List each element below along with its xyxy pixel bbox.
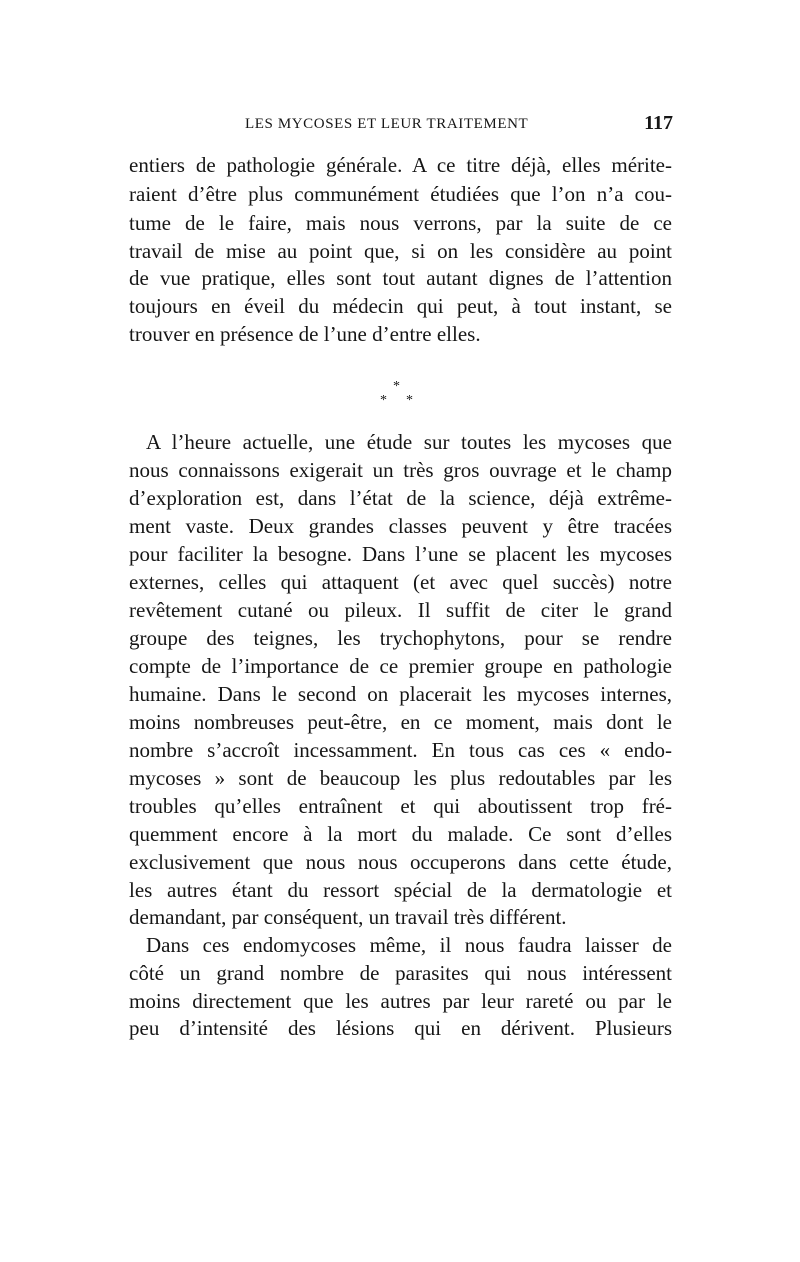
text-line: Dans ces endomycoses même, il nous faudra laisser de bbox=[146, 933, 672, 957]
text-line: demandant, par conséquent, un travail très différent. bbox=[129, 905, 567, 929]
text-line: trouver en présence de l’une d’entre elles. bbox=[129, 322, 481, 346]
text-line: d’exploration est, dans l’état de la science, déjà extrême- bbox=[129, 486, 672, 510]
text-line: peu d’intensité des lésions qui en dérivent. Plusieurs bbox=[129, 1016, 672, 1040]
text-line: exclusivement que nous nous occuperons dans cette étude, bbox=[129, 850, 672, 874]
text-line: compte de l’importance de ce premier groupe en pathologie bbox=[129, 654, 672, 678]
text-line: côté un grand nombre de parasites qui nous intéressent bbox=[129, 961, 672, 985]
text-line: toujours en éveil du médecin qui peut, à tout instant, se bbox=[129, 294, 672, 318]
text-line: nous connaissons exigerait un très gros ouvrage et le champ bbox=[129, 458, 672, 482]
text-line: raient d’être plus communément étudiées que l’on n’a cou- bbox=[129, 182, 672, 206]
text-line: nombre s’accroît incessamment. En tous cas ces « endo- bbox=[129, 738, 672, 762]
text-line: revêtement cutané ou pileux. Il suffit de citer le grand bbox=[129, 598, 672, 622]
text-line: pour faciliter la besogne. Dans l’une se placent les mycoses bbox=[129, 542, 672, 566]
asterism-star: * bbox=[380, 393, 387, 408]
running-header bbox=[128, 112, 673, 140]
text-line: ment vaste. Deux grandes classes peuvent y être tracées bbox=[129, 514, 672, 538]
text-line: externes, celles qui attaquent (et avec quel succès) notre bbox=[129, 570, 672, 594]
text-line: les autres étant du ressort spécial de la dermatologie et bbox=[129, 878, 672, 902]
running-title: LES MYCOSES ET LEUR TRAITEMENT bbox=[245, 116, 529, 132]
page-number: 117 bbox=[644, 112, 673, 134]
section-break-asterism bbox=[375, 380, 425, 414]
text-line: moins nombreuses peut-être, en ce moment, mais dont le bbox=[129, 710, 672, 734]
asterism-star: * bbox=[406, 393, 413, 408]
text-line: de vue pratique, elles sont tout autant dignes de l’attention bbox=[129, 266, 672, 290]
text-line: travail de mise au point que, si on les considère au point bbox=[129, 239, 672, 263]
asterism-star: * bbox=[393, 379, 400, 394]
text-line: quemment encore à la mort du malade. Ce sont d’elles bbox=[129, 822, 672, 846]
text-line: troubles qu’elles entraînent et qui aboutissent trop fré- bbox=[129, 794, 672, 818]
text-line: mycoses » sont de beaucoup les plus redoutables par les bbox=[129, 766, 672, 790]
text-line: groupe des teignes, les trychophytons, pour se rendre bbox=[129, 626, 672, 650]
text-line: A l’heure actuelle, une étude sur toutes les mycoses que bbox=[146, 430, 672, 454]
text-line: tume de le faire, mais nous verrons, par la suite de ce bbox=[129, 211, 672, 235]
text-line: moins directement que les autres par leur rareté ou par le bbox=[129, 989, 672, 1013]
text-line: humaine. Dans le second on placerait les mycoses internes, bbox=[129, 682, 672, 706]
text-line: entiers de pathologie générale. A ce titre déjà, elles mérite- bbox=[129, 153, 672, 177]
